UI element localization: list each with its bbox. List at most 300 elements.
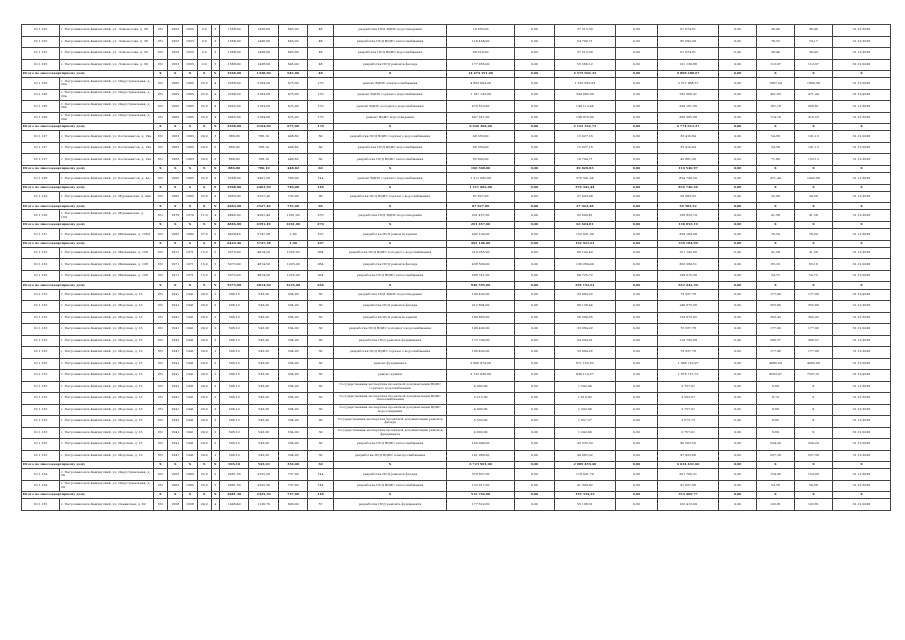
table-body — [22, 25, 891, 511]
table-cell: 0,00 — [719, 78, 757, 90]
table-cell: Х — [333, 165, 447, 172]
table-cell: 438 569,00 — [447, 259, 514, 271]
table-cell: 1941 — [168, 289, 183, 301]
table-cell: 144 — [308, 184, 333, 191]
table-cell: 4 — [211, 89, 219, 101]
table-cell: 2325,30 — [249, 480, 278, 492]
table-cell: Х — [153, 165, 168, 172]
table-cell: 0,00 — [514, 358, 554, 370]
table-cell: 1941 — [183, 393, 198, 405]
table-cell: 10.1.131 — [22, 229, 60, 241]
table-cell: 1568,00 — [219, 71, 248, 78]
address-cell: г. Петропавловск-Камчатский, ул. Ломоносова, д. 36 — [59, 25, 153, 37]
table-cell: 264 — [308, 247, 333, 259]
table-cell: 154,00 — [794, 469, 832, 481]
table-cell: 0,00 — [514, 48, 554, 60]
table-cell: 30 — [308, 312, 333, 324]
address-cell: г. Петропавловск-Камчатский, ул. Морская, д. 13 — [59, 358, 153, 370]
work-type-cell: Государственная экспертиза проектной документации ВДИС водоотведения — [333, 404, 447, 416]
total-label-cell: Итого по многоквартирному дому — [22, 462, 154, 469]
work-type-cell: разработка ПСД ВДИС холодного водоснабжения — [333, 247, 447, 259]
table-cell: 2 — [211, 347, 219, 359]
table-cell: 41,58 — [794, 247, 832, 259]
table-cell: 334,00 — [278, 358, 307, 370]
table-cell: 0,00 — [719, 124, 757, 131]
table-cell: Х — [183, 124, 198, 131]
table-cell: 31.12.2026 — [832, 173, 890, 185]
table-cell: 0,00 — [514, 324, 554, 336]
table-cell: 1953 — [183, 59, 198, 71]
table-cell: 73 337,78 — [658, 289, 719, 301]
table-row — [22, 381, 891, 393]
table-cell: 0,00 — [514, 112, 554, 124]
table-cell: 334,00 — [278, 393, 307, 405]
table-cell: 596,10 — [219, 370, 248, 382]
table-cell: Х — [168, 165, 183, 172]
table-cell: РО — [153, 404, 168, 416]
table-cell: 136 284,49 — [554, 259, 615, 271]
table-cell: 38,40 — [757, 25, 795, 37]
table-cell: 30 — [308, 450, 333, 462]
table-cell: 124 673,95 — [658, 312, 719, 324]
table-cell: 0,00 — [719, 59, 757, 71]
address-cell: г. Петропавловск-Камчатский, ул. Ломоносова, д. 36 — [59, 59, 153, 71]
table-cell: 34,58 — [794, 191, 832, 203]
table-cell: 1 211 082,00 — [447, 173, 514, 185]
table-cell: 334,00 — [278, 301, 307, 313]
table-cell: Х — [832, 492, 890, 499]
table-cell: 0,00 — [514, 259, 554, 271]
table-cell: 4 634 441,60 — [658, 462, 719, 469]
table-cell: 746,00 — [278, 184, 307, 191]
table-cell: 1438,00 — [249, 71, 278, 78]
table-cell: 0,00 — [719, 89, 757, 101]
table-row — [22, 450, 891, 462]
table-cell: 471,44 — [794, 89, 832, 101]
total-label-cell: Итого по многоквартирному дому — [22, 492, 154, 499]
table-cell: 6,69 — [757, 427, 795, 439]
table-cell: 886,00 — [219, 154, 248, 166]
table-cell: 0,00 — [719, 240, 757, 247]
table-cell: 316,53 — [794, 112, 832, 124]
address-cell: г. Петропавловск-Камчатский, ул. Океанская, д. 62 — [59, 499, 153, 511]
table-cell: 31.12.2026 — [832, 78, 890, 90]
table-cell: 1958 — [168, 499, 183, 511]
table-cell: 0,00 — [615, 416, 657, 428]
table-cell: 645,00 — [278, 71, 307, 78]
table-cell: 0,00 — [719, 499, 757, 511]
table-cell: 3 — [211, 142, 219, 154]
table-cell: 334,00 — [278, 427, 307, 439]
table-cell: 0,00 — [719, 221, 757, 228]
table-cell: 38,40 — [794, 25, 832, 37]
table-cell: 737,00 — [278, 469, 307, 481]
table-cell: 1941 — [183, 347, 198, 359]
table-cell: Х — [757, 492, 795, 499]
table-cell: 0,00 — [615, 59, 657, 71]
table-cell: 112,97 — [757, 59, 795, 71]
table-cell: Х — [757, 71, 795, 78]
table-cell: Х — [794, 71, 832, 78]
table-cell: Х — [757, 221, 795, 228]
table-cell: 2325,30 — [249, 492, 278, 499]
address-cell: г. Петропавловск-Камчатский, ул. Мурманская, д. 44а — [59, 191, 153, 203]
table-cell: 334,00 — [278, 370, 307, 382]
table-cell: 101,13 — [794, 142, 832, 154]
table-cell: 675,00 — [278, 89, 307, 101]
table-cell: 48 — [308, 59, 333, 71]
table-cell: 0,00 — [615, 404, 657, 416]
table-cell: 177 612,00 — [447, 499, 514, 511]
table-cell: РО — [153, 247, 168, 259]
table-cell: Х — [794, 462, 832, 469]
table-cell: 5273,00 — [219, 270, 248, 282]
table-cell: 0,00 — [719, 71, 757, 78]
table-cell: 10.1.126 — [22, 112, 60, 124]
table-cell: 2401,50 — [249, 173, 278, 185]
table-cell: 0,00 — [719, 469, 757, 481]
table-cell: 20,0 — [197, 427, 211, 439]
table-cell: 31.12.2026 — [832, 142, 890, 154]
table-cell: 4680,00 — [757, 358, 795, 370]
table-cell: 234,24 — [794, 439, 832, 451]
table-cell: 0,00 — [615, 221, 657, 228]
address-cell: г. Петропавловск-Камчатский, ул. Космонавтов, д. 19а — [59, 142, 153, 154]
table-cell: 0,00 — [719, 154, 757, 166]
table-cell: 30 — [308, 439, 333, 451]
table-cell: 0,00 — [719, 25, 757, 37]
table-cell: 0,00 — [615, 101, 657, 113]
table-row — [22, 154, 891, 166]
table-cell: 96 — [308, 191, 333, 203]
table-cell: Х — [153, 221, 168, 228]
total-row — [22, 124, 891, 131]
table-cell: 886,00 — [219, 165, 248, 172]
table-cell: Х — [333, 221, 447, 228]
table-cell: Х — [211, 165, 219, 172]
table-cell: 4 — [211, 112, 219, 124]
table-cell: 0,00 — [719, 393, 757, 405]
table-cell: 10.1.133 — [22, 427, 60, 439]
table-cell: Х — [794, 282, 832, 289]
table-cell: 0,00 — [719, 282, 757, 289]
address-cell: г. Петропавловск-Камчатский, ул. Морская, д. 13 — [59, 289, 153, 301]
table-cell: 1965 — [168, 78, 183, 90]
table-cell: РО — [153, 173, 168, 185]
table-cell: 0,00 — [615, 282, 657, 289]
table-cell: 652 442,39 — [658, 282, 719, 289]
table-cell: 0,00 — [615, 48, 657, 60]
work-type-cell: разработка ПСД ремонта крыши — [333, 312, 447, 324]
table-cell: РО — [153, 112, 168, 124]
table-cell: 177,90 — [757, 289, 795, 301]
table-cell: 31.12.2026 — [832, 347, 890, 359]
table-cell: 1225,00 — [278, 282, 307, 289]
table-cell: 355,80 — [757, 301, 795, 313]
table-cell: 89 725,72 — [554, 270, 615, 282]
table-cell: 1953 — [168, 48, 183, 60]
table-cell: РО — [153, 36, 168, 48]
table-cell: 1941 — [168, 427, 183, 439]
table-cell: 48 350,00 — [447, 131, 514, 143]
table-cell: 735,00 — [278, 203, 307, 210]
table-cell: 187,18 — [757, 101, 795, 113]
table-cell: Х — [832, 203, 890, 210]
table-cell: 1 242,99 — [554, 427, 615, 439]
table-cell: 2,0 — [197, 25, 211, 37]
table-cell: 451,63 — [757, 89, 795, 101]
table-cell: 160 300,00 — [447, 165, 514, 172]
table-cell: 2 — [211, 450, 219, 462]
table-cell: 6 723 901,00 — [447, 462, 514, 469]
table-cell: 144 — [308, 480, 333, 492]
table-cell: 2568,00 — [219, 184, 248, 191]
table-cell: 1941 — [183, 312, 198, 324]
table-cell: 4680,00 — [794, 358, 832, 370]
table-cell: Х — [153, 462, 168, 469]
table-cell: 0,00 — [615, 25, 657, 37]
table-row — [22, 404, 891, 416]
table-cell: 1446,40 — [219, 499, 248, 511]
table-cell: 144 — [308, 469, 333, 481]
table-cell: 10.1.129 — [22, 191, 60, 203]
table-row — [22, 499, 891, 511]
table-cell: 0,00 — [615, 347, 657, 359]
table-cell: 0,00 — [719, 312, 757, 324]
table-cell: 379 857,00 — [447, 469, 514, 481]
table-cell: 596,10 — [219, 416, 248, 428]
table-cell: 20,0 — [197, 347, 211, 359]
table-cell: 645,00 — [278, 59, 307, 71]
table-cell: Х — [183, 282, 198, 289]
table-cell: 5 213,00 — [447, 393, 514, 405]
table-cell: 596,10 — [219, 404, 248, 416]
table-cell: 118 041,79 — [554, 469, 615, 481]
address-cell: г. Петропавловск-Камчатский, ул. Морская, д. 13 — [59, 347, 153, 359]
table-cell: 25,0 — [197, 191, 211, 203]
work-type-cell: разработка ПСД ремонта фасада — [333, 301, 447, 313]
table-cell: 0,00 — [514, 462, 554, 469]
table-cell: Х — [153, 71, 168, 78]
table-cell: 0,00 — [514, 221, 554, 228]
table-cell: 0,00 — [615, 358, 657, 370]
table-cell: 543,20 — [249, 381, 278, 393]
table-cell: 2,0 — [197, 36, 211, 48]
table-cell: 1963 — [183, 480, 198, 492]
table-cell: 10.1.133 — [22, 289, 60, 301]
table-cell: 334,00 — [278, 324, 307, 336]
table-cell: 1982 — [168, 229, 183, 241]
table-cell: 177,90 — [794, 324, 832, 336]
address-cell: г. Петропавловск-Камчатский, ул. Морская, д. 13 — [59, 450, 153, 462]
table-cell: 675,00 — [278, 112, 307, 124]
table-cell: 0,00 — [514, 131, 554, 143]
work-type-cell: ремонт ВДИС холодного водоснабжения — [333, 101, 447, 113]
table-cell: Х — [832, 462, 890, 469]
table-cell: 10.1.132 — [22, 259, 60, 271]
table-cell: 334,00 — [278, 335, 307, 347]
table-cell: 0,00 — [514, 289, 554, 301]
table-cell: 3 — [211, 25, 219, 37]
table-row — [22, 427, 891, 439]
table-cell: 59 583,52 — [658, 191, 719, 203]
table-cell: 43 881,29 — [658, 154, 719, 166]
table-cell: Х — [211, 240, 219, 247]
table-cell: 0,00 — [514, 393, 554, 405]
work-type-cell: разработка ПСД ВДИС водоснабжения — [333, 48, 447, 60]
table-cell: 237,39 — [794, 450, 832, 462]
table-cell: 0,00 — [615, 71, 657, 78]
table-cell: 11,0 — [197, 210, 211, 222]
table-cell: 0,00 — [615, 124, 657, 131]
table-cell: 0,00 — [514, 210, 554, 222]
address-cell: г. Петропавловск-Камчатский, ул. Ломоносова, д. 36 — [59, 36, 153, 48]
total-label-cell: Итого по многоквартирному дому — [22, 184, 154, 191]
table-cell: Х — [197, 124, 211, 131]
table-cell: 177,90 — [757, 347, 795, 359]
table-cell: 340 181,56 — [658, 101, 719, 113]
table-cell: 6,69 — [757, 381, 795, 393]
table-cell: 834 740,56 — [658, 173, 719, 185]
table-cell: Х — [211, 221, 219, 228]
table-cell: 54,75 — [794, 270, 832, 282]
table-cell: Х — [153, 203, 168, 210]
address-cell: г. Петропавловск-Камчатский, ул. Космонавтов, д. 19а — [59, 131, 153, 143]
work-type-cell: Государственная экспертиза проектной документации ремонта фундамента — [333, 427, 447, 439]
table-cell: 2 — [211, 301, 219, 313]
table-cell: 596,10 — [219, 462, 248, 469]
table-cell: 543,20 — [249, 439, 278, 451]
table-cell: Х — [197, 282, 211, 289]
table-cell: 786,10 — [249, 131, 278, 143]
table-cell: 1963 — [183, 131, 198, 143]
table-cell: 0,00 — [615, 289, 657, 301]
table-cell: 0,00 — [514, 173, 554, 185]
table-cell: 27 043,48 — [554, 191, 615, 203]
table-cell: 596,10 — [219, 335, 248, 347]
table-cell: 121 130,88 — [658, 59, 719, 71]
table-cell: 3 — [211, 131, 219, 143]
table-cell: Х — [832, 124, 890, 131]
table-cell: 0,00 — [514, 165, 554, 172]
table-cell: 31.12.2026 — [832, 289, 890, 301]
table-cell: 31.12.2026 — [832, 301, 890, 313]
table-cell: 0,00 — [514, 282, 554, 289]
table-cell: Х — [794, 221, 832, 228]
work-type-cell: разработка ПСД ВДИС водоснабжения — [333, 142, 447, 154]
work-type-cell: ремонт ВДИС горячего водоснабжения — [333, 173, 447, 185]
table-cell: 146 675,56 — [658, 301, 719, 313]
table-cell: 31.12.2026 — [832, 381, 890, 393]
address-cell: г. Петропавловск-Камчатский, ул. Индустриальная, д. 20а — [59, 101, 153, 113]
table-cell: 0,00 — [615, 142, 657, 154]
table-cell: 2 900 874,00 — [447, 358, 514, 370]
table-cell: Х — [168, 240, 183, 247]
table-cell: 5 — [211, 259, 219, 271]
table-cell: 0,00 — [719, 48, 757, 60]
table-cell: 201 457,00 — [447, 221, 514, 228]
total-label-cell: Итого по многоквартирному дому — [22, 240, 154, 247]
table-cell: 1261,00 — [278, 210, 307, 222]
table-cell: 946 595,00 — [447, 282, 514, 289]
address-cell: г. Петропавловск-Камчатский, ул. Морская, д. 13 — [59, 370, 153, 382]
table-cell: 31.12.2026 — [832, 427, 890, 439]
work-type-cell: разработка ПСД ремонта фундамента — [333, 335, 447, 347]
table-cell: 264 — [308, 270, 333, 282]
table-cell: 1941 — [183, 370, 198, 382]
table-cell: Х — [832, 240, 890, 247]
table-cell: 4814,50 — [249, 270, 278, 282]
table-cell: 0,00 — [514, 229, 554, 241]
table-cell: 4562,47 — [757, 370, 795, 382]
table-cell: 122 413,09 — [658, 499, 719, 511]
table-cell: 170 — [308, 78, 333, 90]
table-cell: 1941 — [168, 381, 183, 393]
table-cell: 1941 — [183, 301, 198, 313]
table-cell: 596,10 — [219, 289, 248, 301]
table-cell: Х — [757, 282, 795, 289]
table-cell: 675,00 — [278, 124, 307, 131]
table-cell: Х — [211, 124, 219, 131]
table-cell: 5 — [211, 247, 219, 259]
table-cell: Х — [197, 462, 211, 469]
table-cell: 675,00 — [278, 78, 307, 90]
table-cell: 0,00 — [719, 203, 757, 210]
table-cell: 2 — [211, 370, 219, 382]
table-cell: 5747,38 — [249, 229, 278, 241]
table-cell: 264 — [308, 259, 333, 271]
table-cell: 30 — [308, 416, 333, 428]
table-cell: 5273,00 — [219, 259, 248, 271]
table-cell: 1261,00 — [278, 221, 307, 228]
table-cell: 0,00 — [615, 439, 657, 451]
table-cell: Х — [153, 240, 168, 247]
work-type-cell: разработка ПСД ВДИС теплоснабжения — [333, 36, 447, 48]
table-cell: 2 — [211, 427, 219, 439]
table-cell: 76,54 — [794, 229, 832, 241]
table-cell: 746,00 — [278, 173, 307, 185]
table-cell: 543,20 — [249, 312, 278, 324]
table-cell: 4 000,00 — [447, 381, 514, 393]
table-cell: 1971 — [168, 247, 183, 259]
table-cell: 0,00 — [514, 312, 554, 324]
table-cell: 0,00 — [719, 36, 757, 48]
table-row — [22, 469, 891, 481]
table-cell: 543,20 — [249, 462, 278, 469]
table-cell: 543,20 — [249, 450, 278, 462]
table-cell: 32,90 — [757, 191, 795, 203]
table-cell: 1953 — [183, 25, 198, 37]
table-cell: Х — [183, 492, 198, 499]
table-cell: 54,75 — [757, 270, 795, 282]
table-cell: 1438,00 — [249, 48, 278, 60]
work-type-cell: разработка ПСД ВДИС холодного водоснабжения — [333, 324, 447, 336]
table-cell: 1965 — [183, 89, 198, 101]
table-cell: 0,00 — [615, 450, 657, 462]
table-cell: 10.1.133 — [22, 312, 60, 324]
table-cell: 0,00 — [615, 112, 657, 124]
table-cell: 334,00 — [278, 312, 307, 324]
total-row — [22, 240, 891, 247]
table-row — [22, 259, 891, 271]
table-cell: 2,0 — [197, 59, 211, 71]
table-cell: 0,00 — [514, 36, 554, 48]
table-cell: 31.12.2026 — [832, 25, 890, 37]
table-cell: 1941 — [168, 370, 183, 382]
table-cell: 0,00 — [514, 89, 554, 101]
table-cell: РО — [153, 416, 168, 428]
total-row — [22, 71, 891, 78]
